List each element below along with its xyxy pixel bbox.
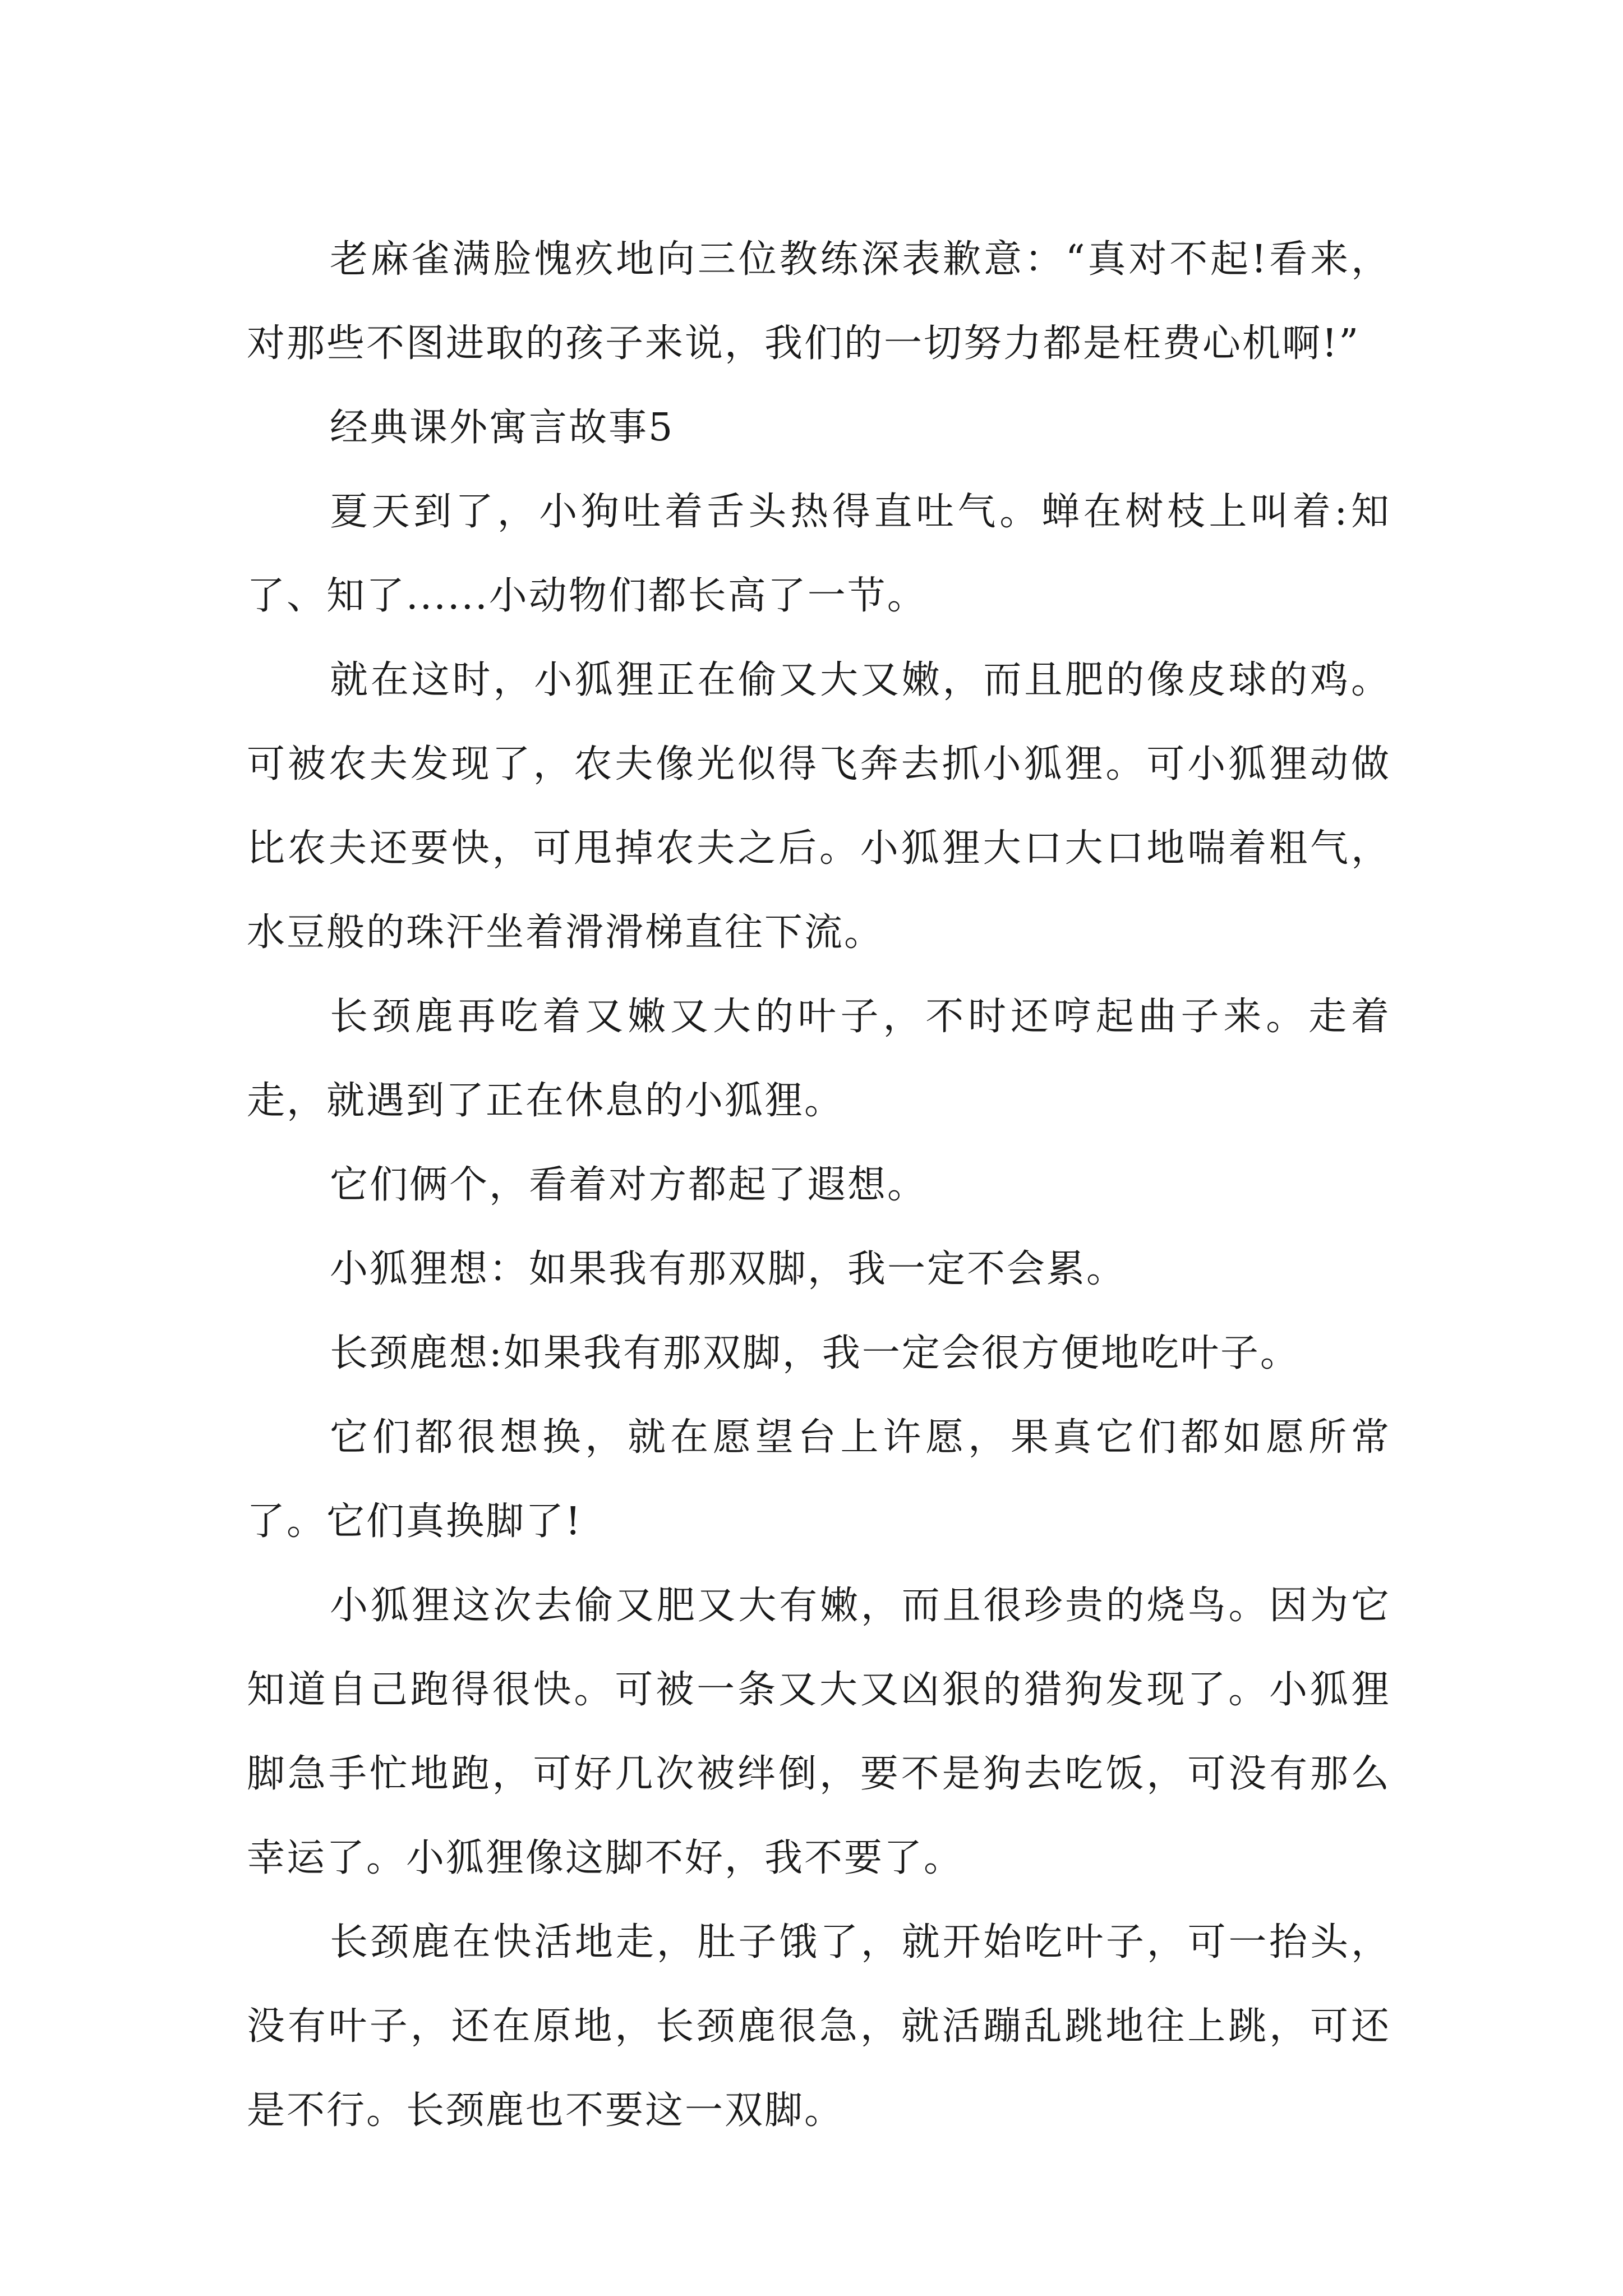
section-heading: 经典课外寓言故事5 <box>330 406 675 450</box>
paragraph-summer: 夏天到了，小狗吐着舌头热得直吐气。蝉在树枝上叫着:知了、知了......小动物们都长高了一节。 <box>247 490 1391 618</box>
paragraph-fox-thinks: 小狐狸想：如果我有那双脚，我一定不会累。 <box>330 1247 1127 1291</box>
paragraph-fox-steals-chicken: 就在这时，小狐狸正在偷又大又嫩，而且肥的像皮球的鸡。可被农夫发现了，农夫像光似得飞奔去抓小狐狸。可小狐狸动做比农夫还要快，可甩掉农夫之后。小狐狸大口大口地喘着粗气，水豆般的珠汗坐着滑滑梯直往下流。 <box>247 658 1391 955</box>
paragraph-giraffe-hungry: 长颈鹿在快活地走，肚子饿了，就开始吃叶子，可一抬头，没有叶子，还在原地，长颈鹿很急，就活蹦乱跳地往上跳，可还是不行。长颈鹿也不要这一双脚。 <box>247 1920 1391 2133</box>
paragraph-giraffe-eating: 长颈鹿再吃着又嫩又大的叶子，不时还哼起曲子来。走着走，就遇到了正在休息的小狐狸。 <box>247 995 1391 1123</box>
paragraph-fox-hunted: 小狐狸这次去偷又肥又大有嫩，而且很珍贵的烧鸟。因为它知道自己跑得很快。可被一条又大又凶狠的猎狗发现了。小狐狸脚急手忙地跑，可好几次被绊倒，要不是狗去吃饭，可没有那么幸运了。小狐狸像这脚不好，我不要了。 <box>247 1584 1391 1880</box>
paragraph-giraffe-thinks: 长颈鹿想:如果我有那双脚，我一定会很方便地吃叶子。 <box>330 1331 1300 1375</box>
paragraph-daydream: 它们俩个，看着对方都起了遐想。 <box>330 1163 928 1207</box>
paragraph-apology: 老麻雀满脸愧疚地向三位教练深表歉意：“真对不起!看来，对那些不图进取的孩子来说，我们的一切努力都是枉费心机啊!” <box>247 237 1391 366</box>
document-body <box>247 218 1391 2153</box>
paragraph-wish: 它们都很想换，就在愿望台上许愿，果真它们都如愿所常了。它们真换脚了! <box>247 1415 1391 1544</box>
